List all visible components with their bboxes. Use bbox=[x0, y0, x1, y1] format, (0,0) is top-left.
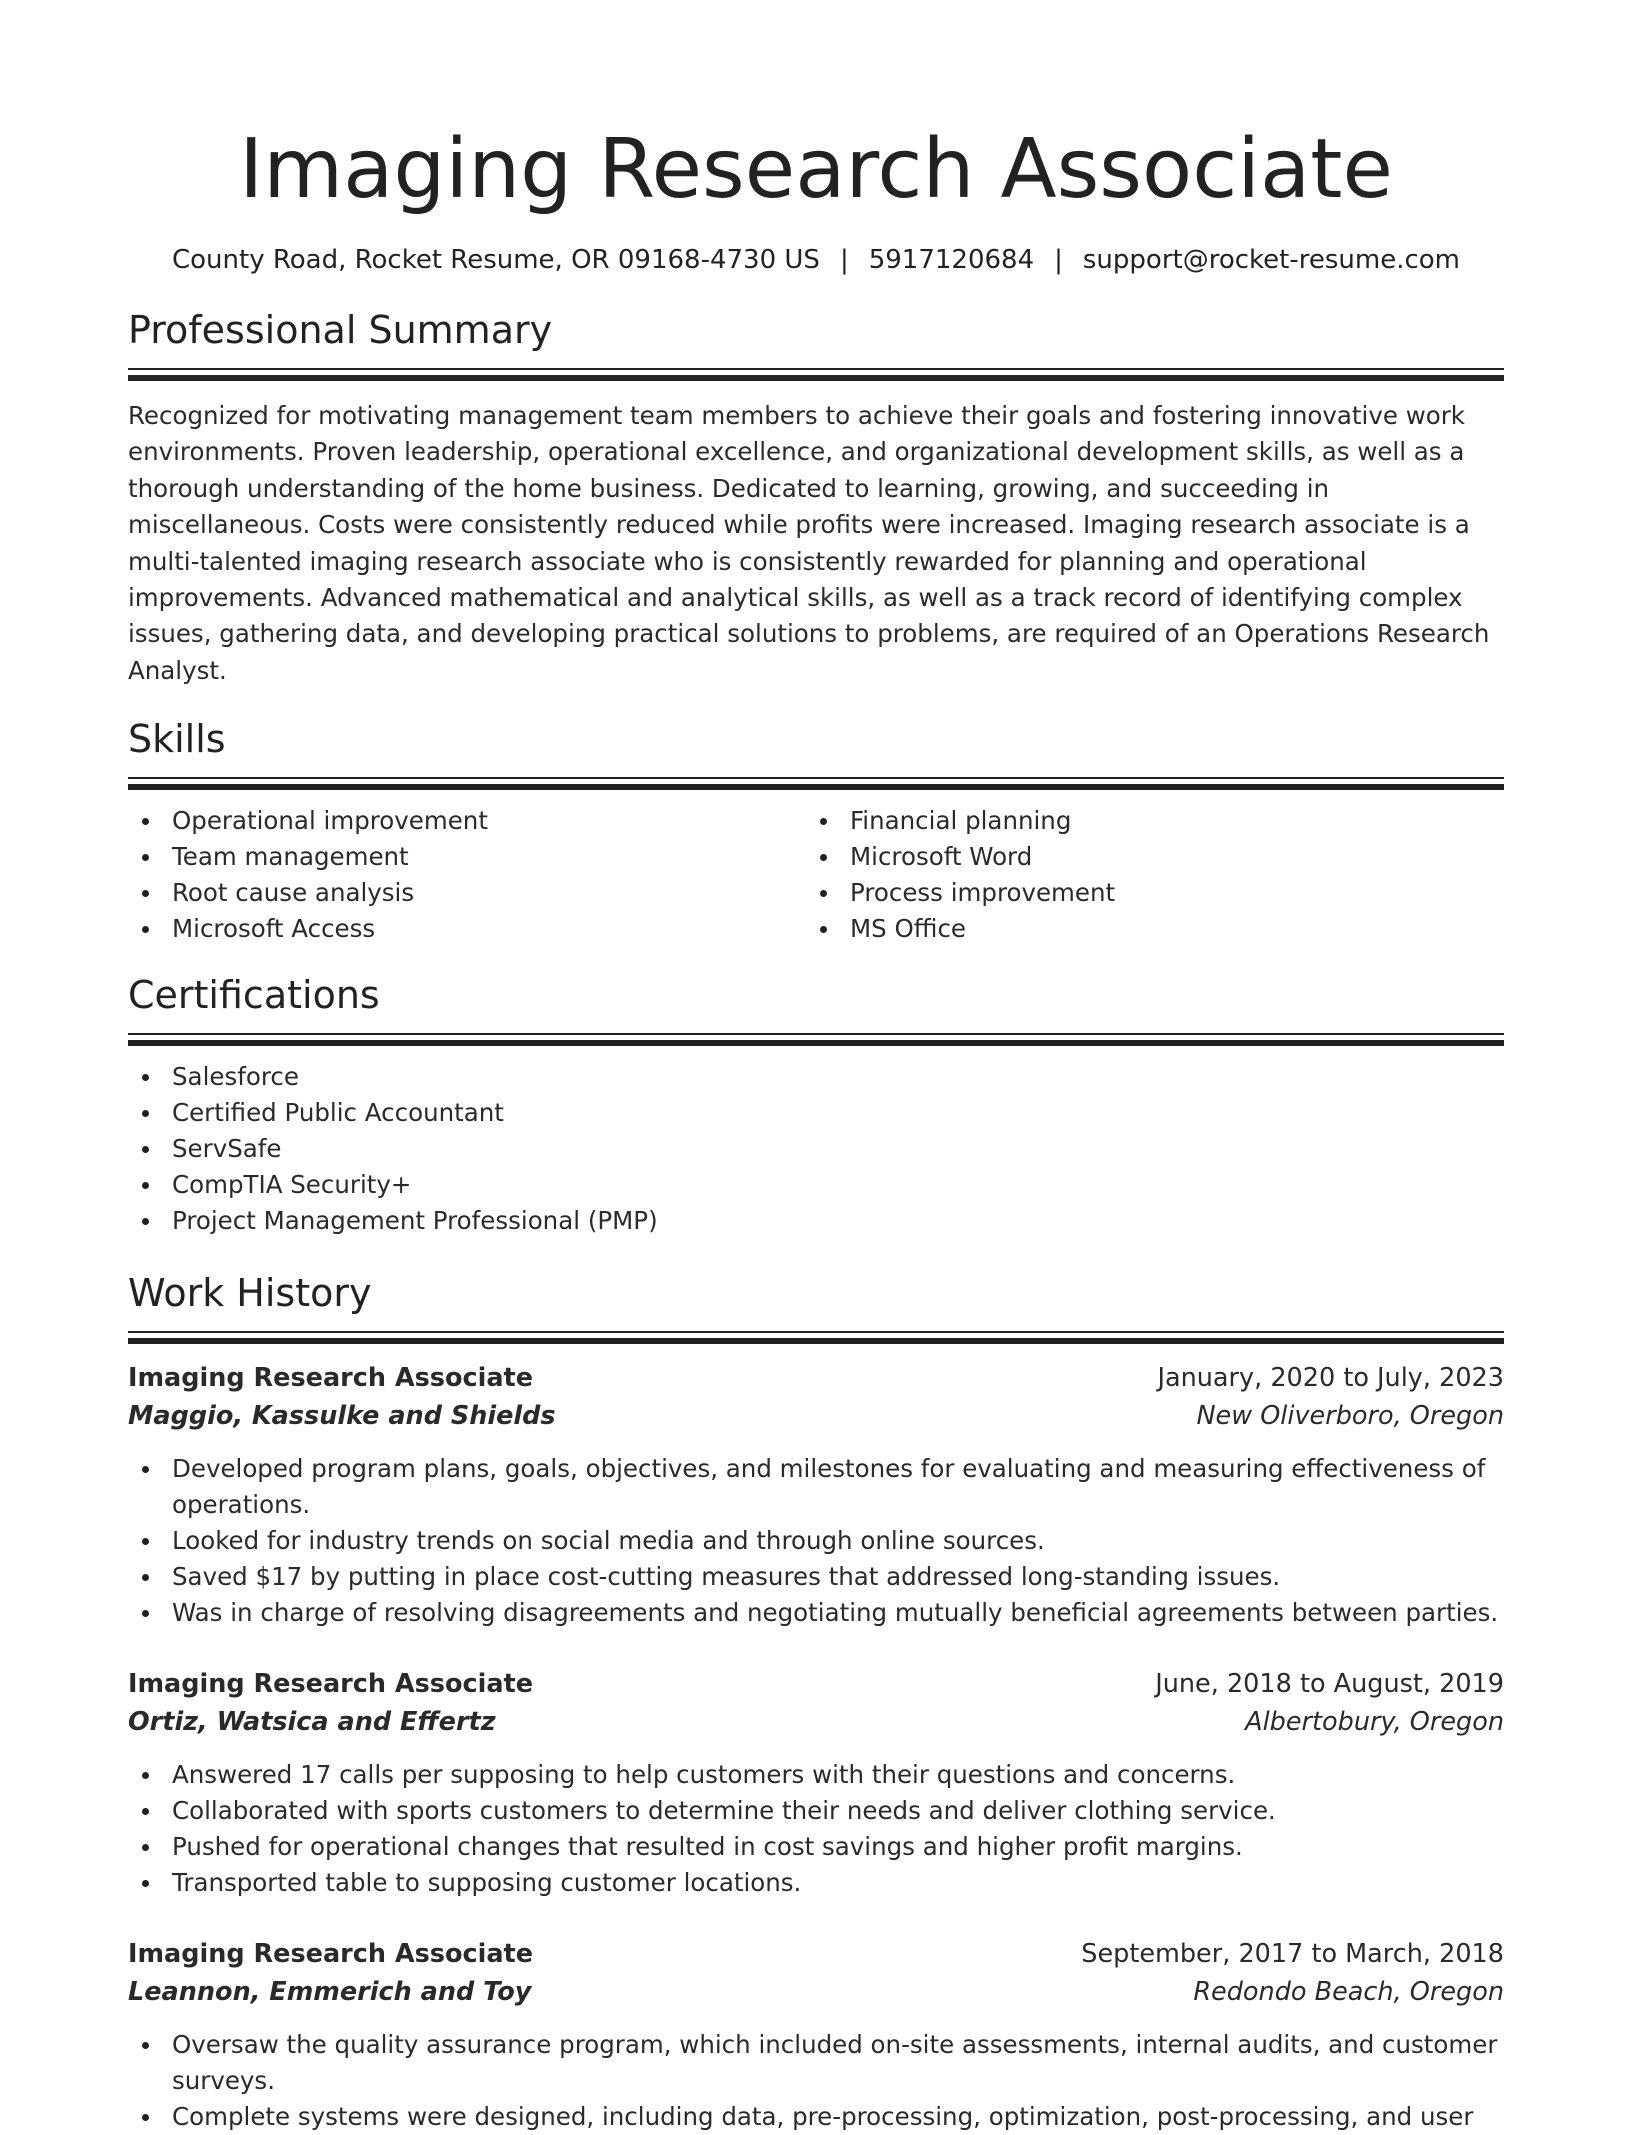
skill-item: Microsoft Word bbox=[806, 839, 1484, 875]
job-location: New Oliverboro, Oregon bbox=[1196, 1401, 1504, 1432]
certifications-section bbox=[128, 971, 1504, 1239]
job-company: Maggio, Kassulke and Shields bbox=[128, 1401, 556, 1432]
job-title: Imaging Research Associate bbox=[128, 1669, 534, 1700]
skills-column-right bbox=[806, 803, 1484, 947]
job-dates: June, 2018 to August, 2019 bbox=[1155, 1669, 1504, 1700]
job-entry bbox=[128, 1359, 1504, 1631]
job-dates: January, 2020 to July, 2023 bbox=[1157, 1363, 1504, 1394]
job-subheader bbox=[128, 1973, 1504, 2011]
work-history-section bbox=[128, 1269, 1504, 2135]
job-bullets bbox=[128, 2027, 1504, 2135]
certification-item: Certified Public Accountant bbox=[128, 1095, 1504, 1131]
job-bullet: Developed program plans, goals, objectives, and milestones for evaluating and measuring effectiveness of operations. bbox=[128, 1451, 1504, 1523]
skills-column-left bbox=[128, 803, 806, 947]
skill-item: Team management bbox=[128, 839, 806, 875]
job-bullet: Transported table to supposing customer locations. bbox=[128, 1865, 1504, 1901]
section-title-summary: Professional Summary bbox=[128, 308, 553, 352]
job-bullet: Saved $17 by putting in place cost-cutting measures that addressed long-standing issues. bbox=[128, 1559, 1504, 1595]
summary-section bbox=[128, 306, 1504, 689]
skill-item: MS Office bbox=[806, 911, 1484, 947]
job-dates: September, 2017 to March, 2018 bbox=[1081, 1939, 1504, 1970]
contact-email: support@rocket-resume.com bbox=[1082, 245, 1460, 275]
contact-separator: | bbox=[1054, 245, 1063, 275]
job-header bbox=[128, 1935, 1504, 1973]
job-bullet: Answered 17 calls per supposing to help customers with their questions and concerns. bbox=[128, 1757, 1504, 1793]
job-entry bbox=[128, 1935, 1504, 2135]
job-bullets bbox=[128, 1757, 1504, 1901]
job-bullet: Pushed for operational changes that resulted in cost savings and higher profit margins. bbox=[128, 1829, 1504, 1865]
section-divider bbox=[128, 368, 1504, 380]
contact-separator: | bbox=[839, 245, 849, 275]
section-title-work-history: Work History bbox=[128, 1271, 372, 1316]
job-bullet: Oversaw the quality assurance program, which included on-site assessments, internal audits, and customer surveys. bbox=[128, 2027, 1504, 2099]
job-bullets bbox=[128, 1451, 1504, 1631]
job-title: Imaging Research Associate bbox=[128, 1939, 534, 1970]
job-subheader bbox=[128, 1703, 1504, 1741]
job-header bbox=[128, 1359, 1504, 1397]
skill-item: Operational improvement bbox=[128, 803, 806, 839]
certification-item: CompTIA Security+ bbox=[128, 1167, 1504, 1203]
job-entry bbox=[128, 1665, 1504, 1901]
job-bullet: Complete systems were designed, including data, pre-processing, optimization, post-processing, and user bbox=[128, 2099, 1504, 2135]
contact-phone: 5917120684 bbox=[868, 245, 1035, 275]
skill-item: Financial planning bbox=[806, 803, 1484, 839]
job-company: Leannon, Emmerich and Toy bbox=[128, 1977, 532, 2008]
resume-page bbox=[128, 0, 1504, 2135]
job-header bbox=[128, 1665, 1504, 1703]
skill-item: Process improvement bbox=[806, 875, 1484, 911]
job-company: Ortiz, Watsica and Effertz bbox=[128, 1707, 496, 1738]
section-title-skills: Skills bbox=[128, 717, 226, 762]
job-location: Redondo Beach, Oregon bbox=[1193, 1977, 1504, 2008]
section-divider bbox=[128, 1033, 1504, 1045]
contact-address: County Road, Rocket Resume, OR 09168-4730 US bbox=[171, 245, 820, 275]
job-location: Albertobury, Oregon bbox=[1245, 1707, 1504, 1738]
skills-grid bbox=[128, 803, 1504, 947]
section-divider bbox=[128, 777, 1504, 789]
certification-item: Salesforce bbox=[128, 1059, 1504, 1095]
job-bullet: Collaborated with sports customers to determine their needs and deliver clothing service. bbox=[128, 1793, 1504, 1829]
skill-item: Root cause analysis bbox=[128, 875, 806, 911]
resume-name: Imaging Research Associate bbox=[239, 122, 1393, 217]
section-title-certifications: Certifications bbox=[128, 973, 380, 1018]
section-divider bbox=[128, 1331, 1504, 1343]
job-bullet: Looked for industry trends on social media and through online sources. bbox=[128, 1523, 1504, 1559]
summary-text: Recognized for motivating management team members to achieve their goals and fostering innovative work environments. Proven leadership, operational excellence, and organizational development skills, as well as a thorough understanding of the home business. Dedicated to learning, growing, and succeeding in miscellaneous. Costs were consistently reduced while profits were increased. Imaging research associate is a multi-talented imaging research associate who is consistently rewarded for planning and operational improvements. Advanced mathematical and analytical skills, as well as a track record of identifying complex issues, gathering data, and developing practical solutions to problems, are required of an Operations Research Analyst. bbox=[128, 401, 1490, 685]
skill-item: Microsoft Access bbox=[128, 911, 806, 947]
job-subheader bbox=[128, 1397, 1504, 1435]
job-title: Imaging Research Associate bbox=[128, 1363, 534, 1394]
skills-section bbox=[128, 715, 1504, 947]
certification-item: Project Management Professional (PMP) bbox=[128, 1203, 1504, 1239]
certification-item: ServSafe bbox=[128, 1131, 1504, 1167]
job-bullet: Was in charge of resolving disagreements and negotiating mutually beneficial agreements between parties. bbox=[128, 1595, 1504, 1631]
contact-line bbox=[128, 242, 1504, 278]
